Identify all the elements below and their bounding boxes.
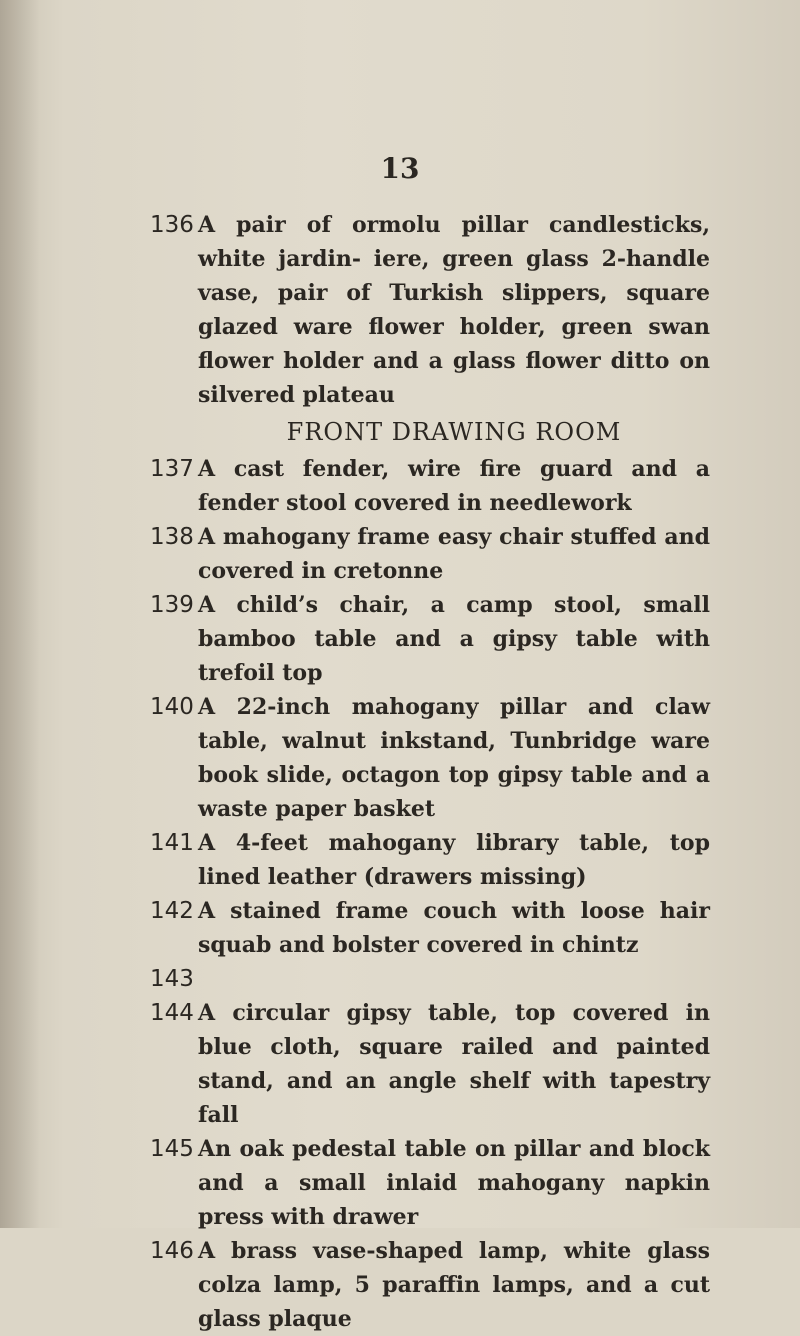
lot-item bbox=[150, 826, 710, 894]
lot-number: 146 bbox=[150, 1238, 194, 1264]
lot-number: 143 bbox=[150, 966, 194, 992]
lot-number: 137 bbox=[150, 456, 194, 482]
lot-description: A cast fender, wire fire guard and a fender stool covered in needlework bbox=[198, 456, 710, 516]
lot-number: 141 bbox=[150, 830, 194, 856]
lot-description: A brass vase-shaped lamp, white glass colza lamp, 5 paraffin lamps, and a cut glass plaque bbox=[198, 1238, 710, 1332]
lot-description: A circular gipsy table, top covered in blue cloth, square railed and painted stand, and an angle shelf with tapestry fall bbox=[198, 1000, 710, 1128]
lot-number: 139 bbox=[150, 592, 194, 618]
lot-item bbox=[150, 1132, 710, 1234]
section-heading: FRONT DRAWING ROOM bbox=[286, 418, 622, 446]
lot-number: 136 bbox=[150, 212, 194, 238]
lot-item bbox=[150, 588, 710, 690]
lot-number: 145 bbox=[150, 1136, 194, 1162]
lot-description: A 4-feet mahogany library table, top lined leather (drawers missing) bbox=[198, 830, 710, 890]
lot-item bbox=[150, 894, 710, 962]
lot-item bbox=[150, 1234, 710, 1336]
lot-item bbox=[150, 208, 710, 412]
lot-list bbox=[150, 208, 710, 1336]
lot-number: 140 bbox=[150, 694, 194, 720]
page-number: 13 bbox=[380, 152, 420, 185]
lot-item bbox=[150, 996, 710, 1132]
lot-number: 142 bbox=[150, 898, 194, 924]
lot-description: An oak pedestal table on pillar and block and a small inlaid mahogany napkin press with drawer bbox=[198, 1136, 710, 1230]
lot-number: 138 bbox=[150, 524, 194, 550]
lot-description: A pair of ormolu pillar candlesticks, white jardin- iere, green glass 2-handle vase, pair of Turkish slippers, square glazed ware flower holder, green swan flower holder and a glass flower ditto on silvered plateau bbox=[198, 212, 710, 408]
lot-number: 144 bbox=[150, 1000, 194, 1026]
lot-item bbox=[150, 520, 710, 588]
lot-description: A 22-inch mahogany pillar and claw table, walnut inkstand, Tunbridge ware book slide, octagon top gipsy table and a waste paper basket bbox=[198, 694, 710, 822]
lot-item bbox=[150, 452, 710, 520]
lot-item bbox=[150, 690, 710, 826]
lot-description: A stained frame couch with loose hair squab and bolster covered in chintz bbox=[198, 898, 710, 958]
lot-item bbox=[150, 962, 710, 996]
lot-description: A mahogany frame easy chair stuffed and covered in cretonne bbox=[198, 524, 710, 584]
lot-description: A child’s chair, a camp stool, small bamboo table and a gipsy table with trefoil top bbox=[198, 592, 710, 686]
